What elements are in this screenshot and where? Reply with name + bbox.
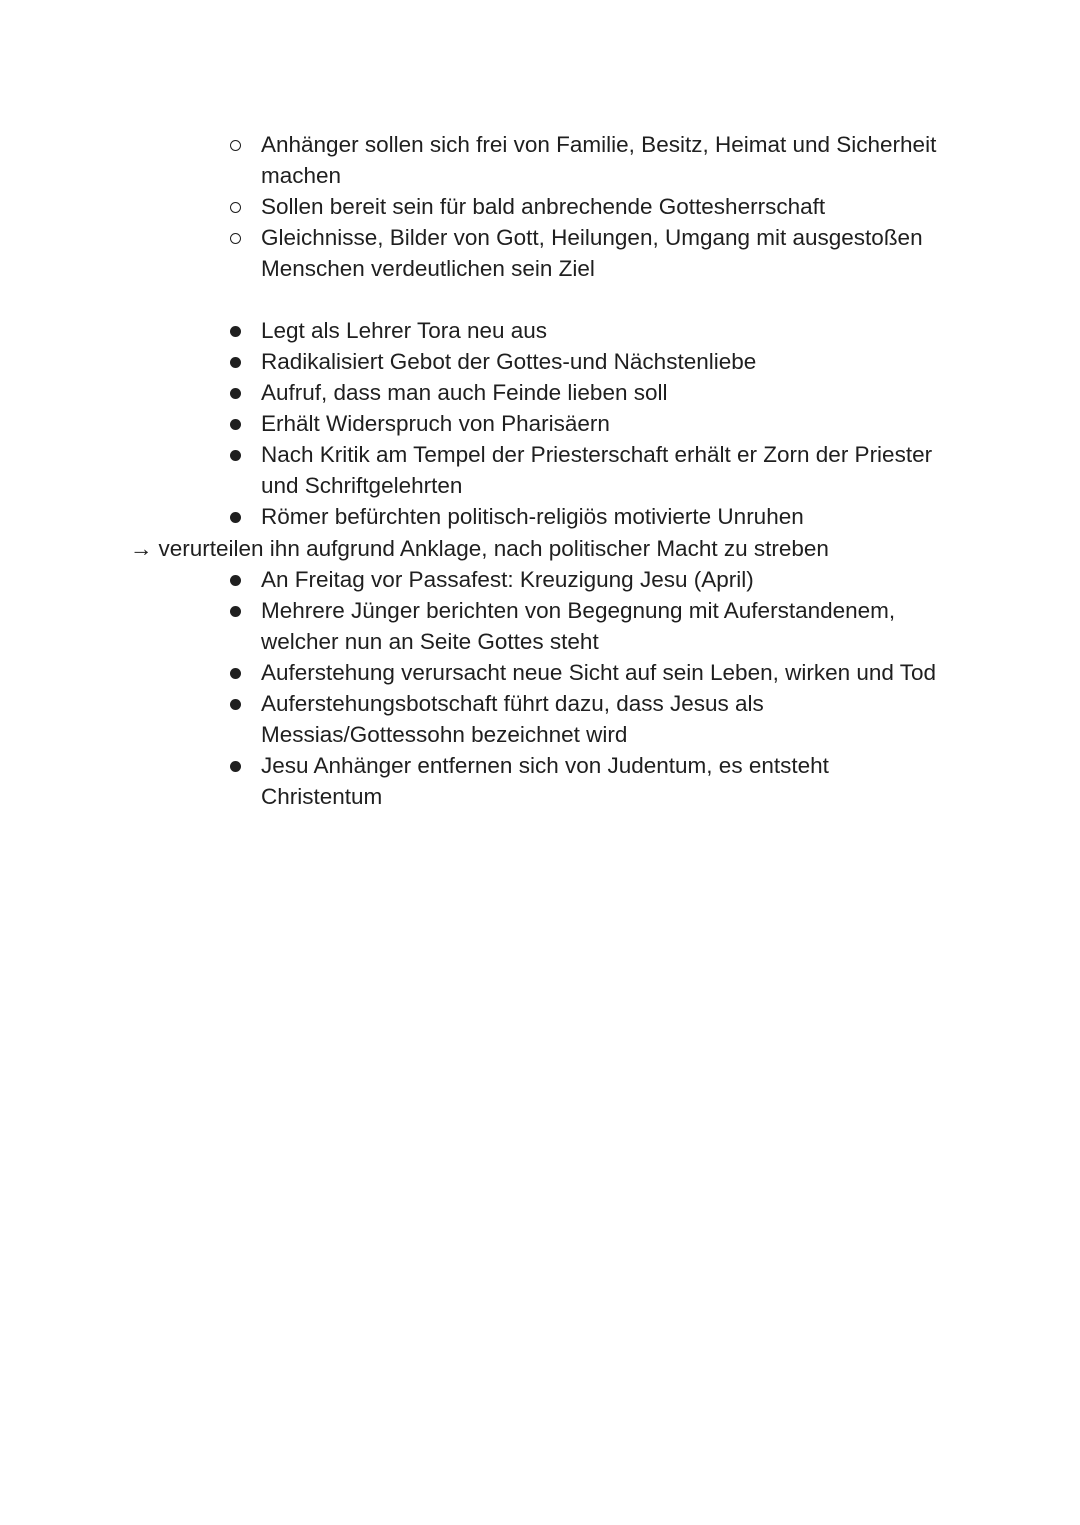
list-item-text: Anhänger sollen sich frei von Familie, Besitz, Heimat und Sicherheit machen [261,132,937,188]
list-item [0,657,941,688]
filled-circle-bullet-icon [226,315,246,346]
list-item [0,564,941,595]
list-item [0,688,941,750]
list-item [0,595,941,657]
list-item [0,191,941,222]
hollow-circle-bullet-icon [226,129,246,160]
filled-circle-bullet-icon [226,439,246,470]
list-item-text: Legt als Lehrer Tora neu aus [261,318,548,343]
right-arrow-icon: → [130,536,153,561]
list-item [0,222,941,284]
filled-circle-bullet-icon [226,501,246,532]
list-item-text: Auferstehungsbotschaft führt dazu, dass Jesus als Messias/Gottessohn bezeichnet wird [261,691,764,747]
list-item-text: Nach Kritik am Tempel der Priesterschaft erhält er Zorn der Priester und Schriftgelehrten [261,442,933,498]
hollow-circle-bullet-icon [226,222,246,253]
list-item-text: Sollen bereit sein für bald anbrechende Gottesherrschaft [261,194,826,219]
filled-circle-bullet-icon [226,346,246,377]
list-item [0,346,941,377]
filled-circle-bullet-icon [226,657,246,688]
list-item [0,501,941,532]
list-item [0,750,941,812]
hollow-circle-bullet-icon [226,191,246,222]
list-item [0,377,941,408]
arrow-conclusion-text: verurteilen ihn aufgrund Anklage, nach politischer Macht zu streben [158,536,829,561]
filled-circle-bullet-icon [226,688,246,719]
list-item-text: Erhält Widerspruch von Pharisäern [261,411,610,436]
filled-circle-bullet-icon [226,564,246,595]
list-item-text: An Freitag vor Passafest: Kreuzigung Jesu (April) [261,567,754,592]
main-bullet-list [0,315,1080,532]
list-item-text: Mehrere Jünger berichten von Begegnung mit Auferstandenem, welcher nun an Seite Gottes steht [261,598,896,654]
list-item [0,439,941,501]
list-item-text: Römer befürchten politisch-religiös motivierte Unruhen [261,504,804,529]
list-item [0,129,941,191]
filled-circle-bullet-icon [226,595,246,626]
post-arrow-bullet-list [0,564,1080,812]
list-item-text: Radikalisiert Gebot der Gottes-und Nächstenliebe [261,349,757,374]
filled-circle-bullet-icon [226,377,246,408]
list-item-text: Gleichnisse, Bilder von Gott, Heilungen, Umgang mit ausgestoßen Menschen verdeutlichen sein Ziel [261,225,923,281]
list-item [0,315,941,346]
list-item-text: Aufruf, dass man auch Feinde lieben soll [261,380,668,405]
list-item-text: Jesu Anhänger entfernen sich von Judentum, es entsteht Christentum [261,753,829,809]
arrow-conclusion-line [130,533,829,564]
list-item-text: Auferstehung verursacht neue Sicht auf sein Leben, wirken und Tod [261,660,937,685]
sub-bullet-list [0,129,1080,284]
list-item [0,408,941,439]
filled-circle-bullet-icon [226,750,246,781]
filled-circle-bullet-icon [226,408,246,439]
